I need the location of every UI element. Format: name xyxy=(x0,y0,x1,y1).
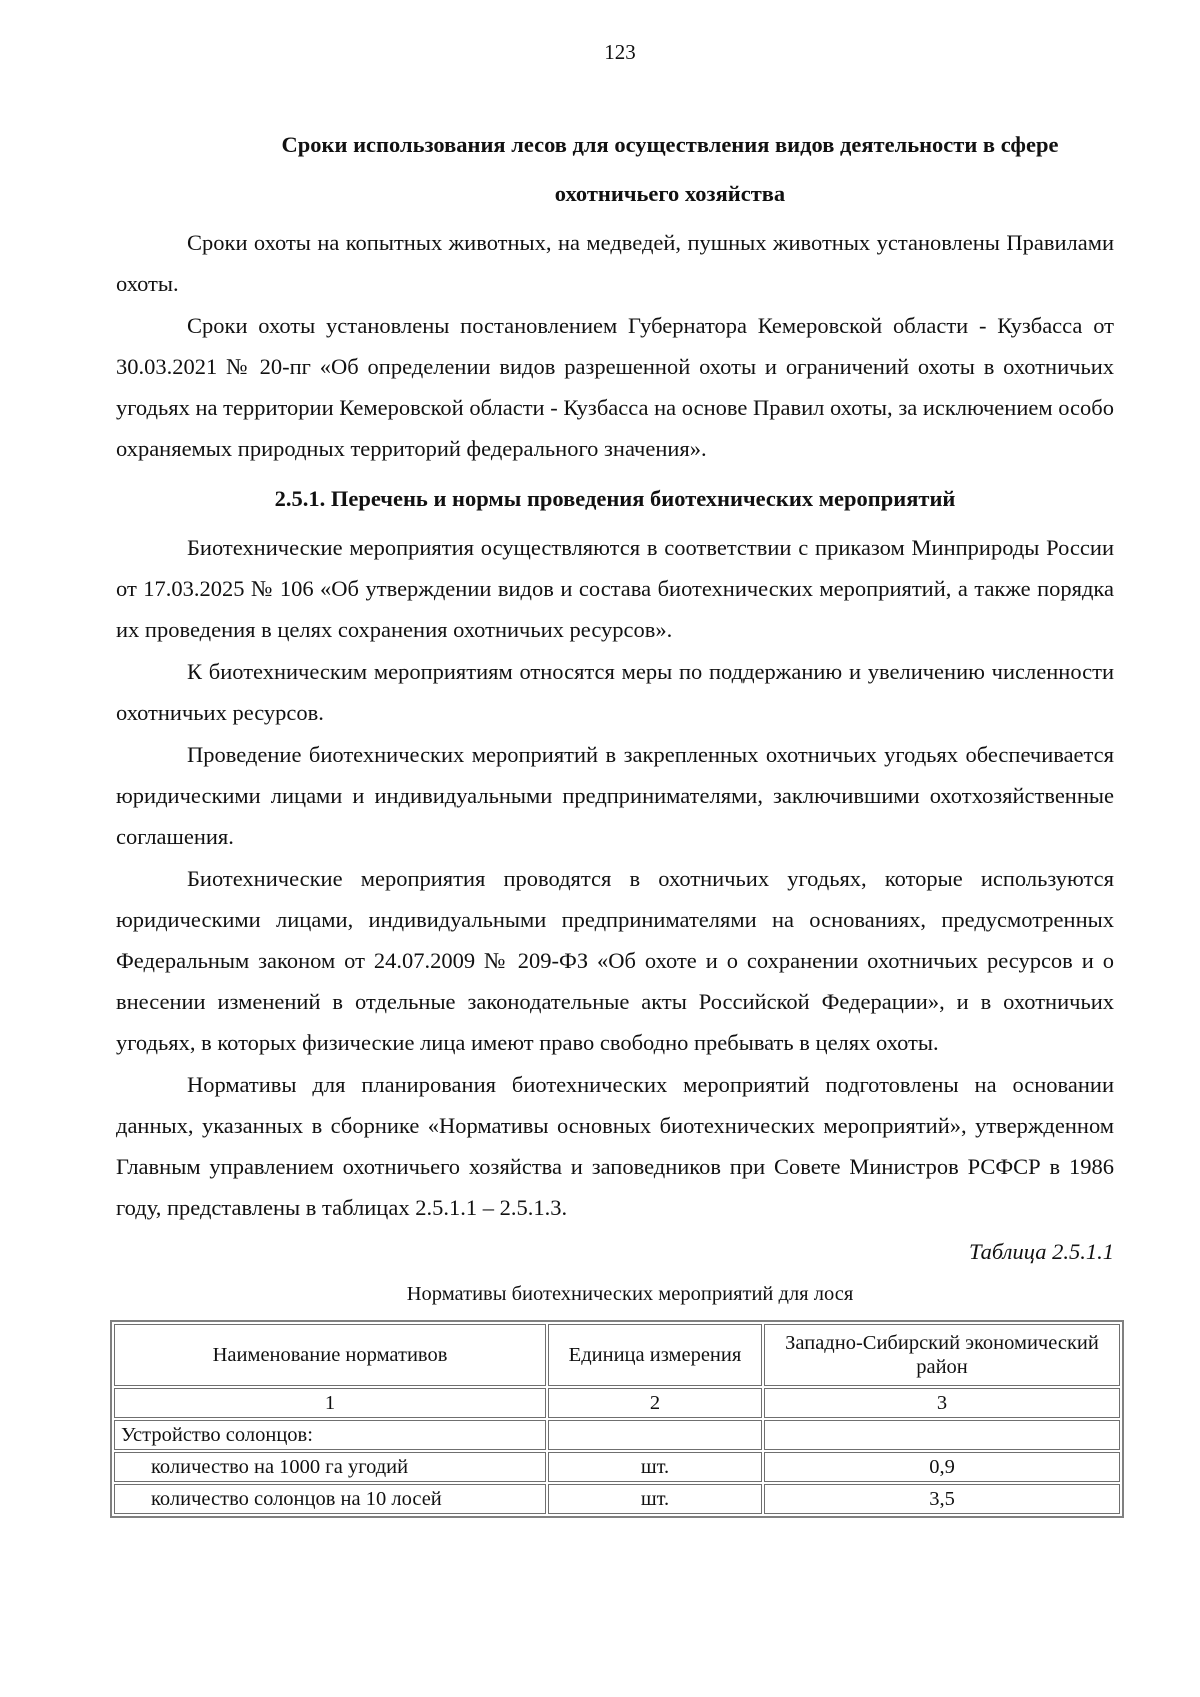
paragraph: Проведение биотехнических мероприятий в закрепленных охотничьих угодьях обеспечивается юридическими лицами и индивидуальными предпринимателями, заключившими охотхозяйственные соглашения. xyxy=(116,742,1114,849)
column-number: 1 xyxy=(114,1388,546,1418)
table-caption: Нормативы биотехнических мероприятий для лося xyxy=(406,1283,854,1305)
table-group-row xyxy=(114,1420,1120,1450)
header-cell: Западно-Сибирский экономический район xyxy=(764,1324,1120,1386)
row-value-cell: 0,9 xyxy=(764,1452,1120,1482)
subsection-title: 2.5.1. Перечень и нормы проведения биотехнических мероприятий xyxy=(274,486,956,511)
row-name-cell: количество солонцов на 10 лосей xyxy=(114,1484,546,1514)
group-label-cell: Устройство солонцов: xyxy=(114,1420,546,1450)
row-unit-cell: шт. xyxy=(548,1452,762,1482)
row-name-cell: количество на 1000 га угодий xyxy=(114,1452,546,1482)
document-body xyxy=(116,120,1114,1518)
empty-cell xyxy=(548,1420,762,1450)
section-title xyxy=(116,120,1114,218)
page-number: 123 xyxy=(604,40,636,64)
norms-table xyxy=(110,1320,1124,1518)
paragraph: Биотехнические мероприятия проводятся в охотничьих угодьях, которые используются юридическими лицами, индивидуальными предпринимателями на основаниях, предусмотренных Федеральным законом от 24.07.2009 № 209-ФЗ «Об охоте и о сохранении охотничьих ресурсов и о внесении изменений в отдельные законодательные акты Российской Федерации», и в охотничьих угодьях, в которых физические лица имеют право свободно пребывать в целях охоты. xyxy=(116,866,1114,1055)
section-title-line-2: охотничьего хозяйства xyxy=(554,181,786,206)
table-row xyxy=(114,1484,1120,1514)
row-value-cell: 3,5 xyxy=(764,1484,1120,1514)
column-number: 2 xyxy=(548,1388,762,1418)
empty-cell xyxy=(764,1420,1120,1450)
header-cell: Единица измерения xyxy=(548,1324,762,1386)
paragraph: Сроки охоты установлены постановлением Губернатора Кемеровской области - Кузбасса от 30.03.2021 № 20-пг «Об определении видов разрешенной охоты и ограничений охоты в охотничьих угодьях на территории Кемеровской области - Кузбасса на основе Правил охоты, за исключением особо охраняемых природных территорий федерального значения». xyxy=(116,313,1114,461)
paragraph: Сроки охоты на копытных животных, на медведей, пушных животных установлены Правилами охоты. xyxy=(116,230,1114,296)
table-label: Таблица 2.5.1.1 xyxy=(968,1239,1114,1264)
column-number: 3 xyxy=(764,1388,1120,1418)
paragraph: Биотехнические мероприятия осуществляются в соответствии с приказом Минприроды России от 17.03.2025 № 106 «Об утверждении видов и состава биотехнических мероприятий, а также порядка их проведения в целях сохранения охотничьих ресурсов». xyxy=(116,535,1114,642)
section-title-line-1: Сроки использования лесов для осуществления видов деятельности в сфере xyxy=(281,132,1059,157)
header-cell: Наименование нормативов xyxy=(114,1324,546,1386)
paragraph: К биотехническим мероприятиям относятся меры по поддержанию и увеличению численности охотничьих ресурсов. xyxy=(116,659,1114,725)
table-number-row xyxy=(114,1388,1120,1418)
table-header-row xyxy=(114,1324,1120,1386)
table-row xyxy=(114,1452,1120,1482)
row-unit-cell: шт. xyxy=(548,1484,762,1514)
paragraph: Нормативы для планирования биотехнических мероприятий подготовлены на основании данных, указанных в сборнике «Нормативы основных биотехнических мероприятий», утвержденном Главным управлением охотничьего хозяйства и заповедников при Совете Министров РСФСР в 1986 году, представлены в таблицах 2.5.1.1 – 2.5.1.3. xyxy=(116,1072,1114,1220)
